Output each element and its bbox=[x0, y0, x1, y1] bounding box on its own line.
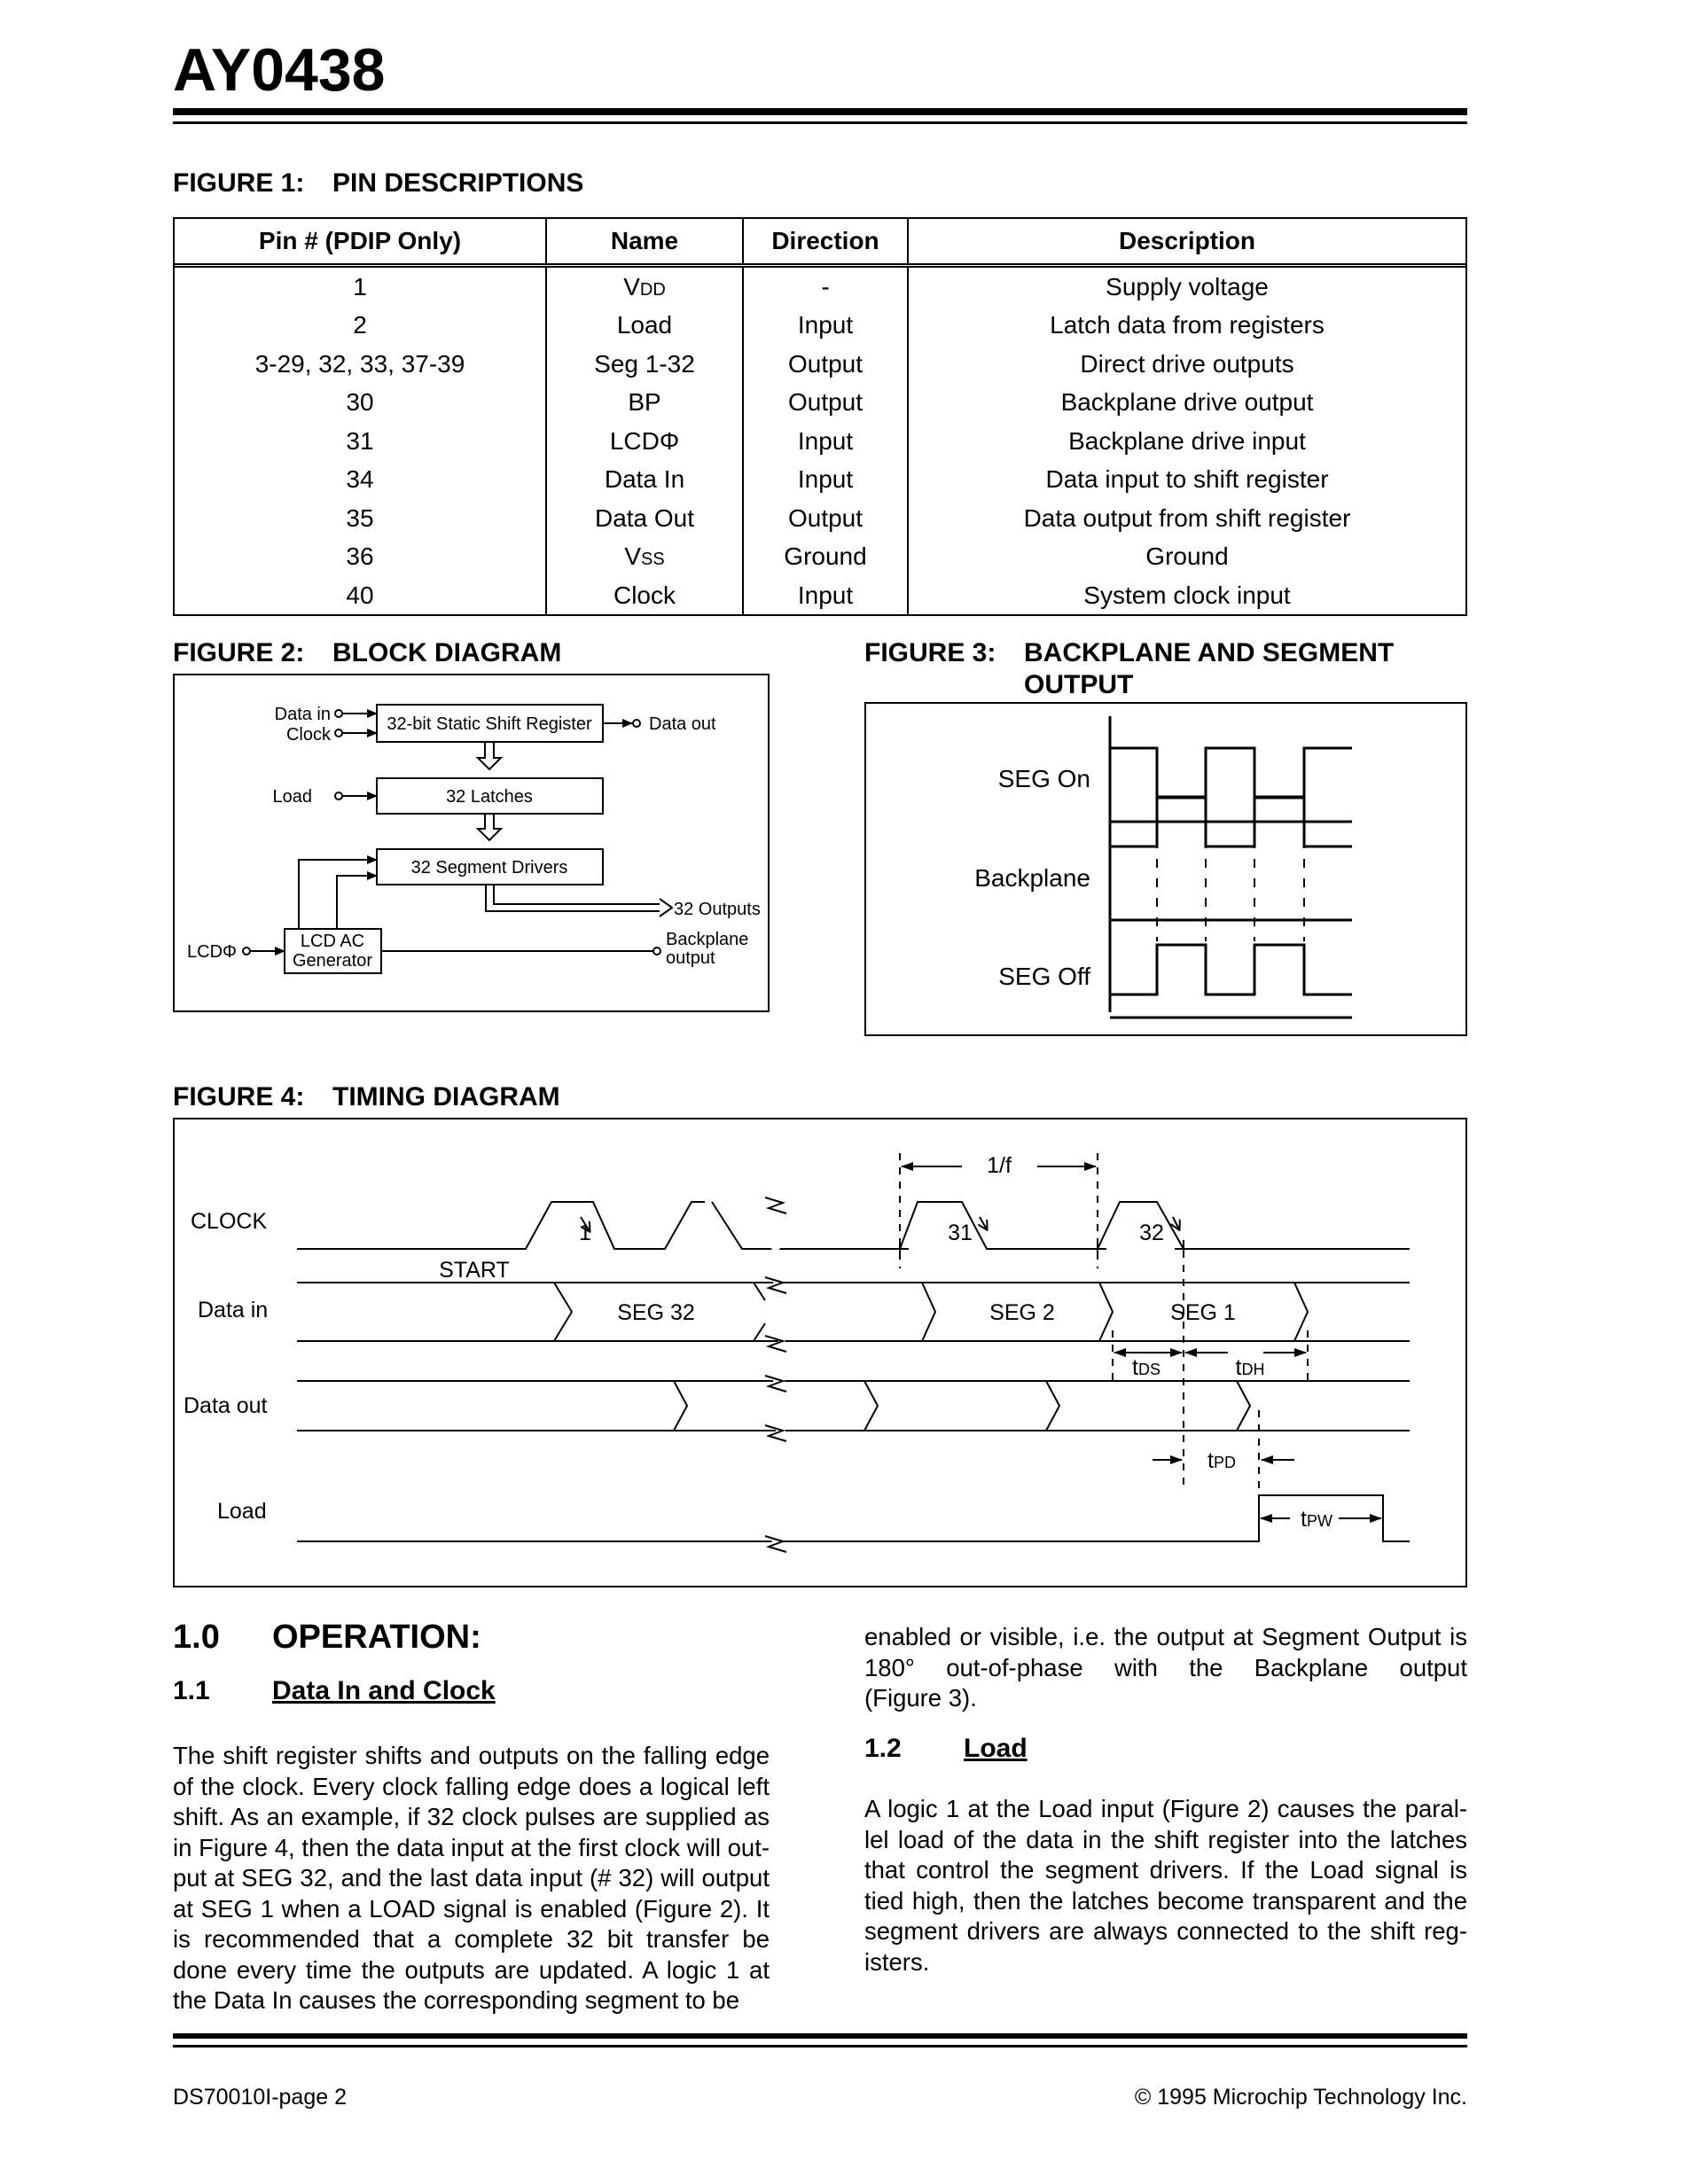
label-ac-gen-1: LCD AC bbox=[300, 932, 365, 951]
paragraph-load bbox=[864, 1794, 1467, 1977]
col-header-description: Description bbox=[908, 219, 1465, 266]
paragraph-continued bbox=[864, 1622, 1467, 1714]
cell-pin: 31 bbox=[346, 426, 374, 455]
cell-direction: - bbox=[743, 266, 908, 307]
table-row bbox=[175, 461, 1465, 500]
label-backplane: Backplane bbox=[974, 864, 1090, 892]
cell-name-main: LCDΦ bbox=[609, 426, 680, 455]
backplane-waveforms bbox=[864, 702, 1467, 1036]
label-clk-32: 32 bbox=[1139, 1221, 1164, 1245]
figure2-title-text: BLOCK DIAGRAM bbox=[332, 638, 562, 667]
label-clock: Clock bbox=[285, 725, 331, 745]
text-line: A logic 1 at the Load input (Figure 2) causes the paral- bbox=[864, 1795, 1467, 1822]
figure1-title bbox=[173, 168, 583, 199]
footer-rule-thin bbox=[173, 2045, 1467, 2048]
label-tdh: tDH bbox=[1235, 1355, 1265, 1380]
col-header-name: Name bbox=[546, 219, 743, 266]
cell-name bbox=[546, 345, 743, 384]
header-rule-thin bbox=[173, 121, 1467, 124]
figure3-title-line1: BACKPLANE AND SEGMENT bbox=[1024, 638, 1395, 667]
text-line: that control the segment drivers. If the Load signal is bbox=[864, 1856, 1467, 1884]
text-line: (Figure 3). bbox=[864, 1684, 977, 1712]
cell-name bbox=[546, 576, 743, 615]
cell-description: Data input to shift register bbox=[908, 461, 1465, 500]
subsection-1-2-heading bbox=[864, 1734, 1028, 1764]
label-lcd-phi: LCDΦ bbox=[187, 942, 237, 962]
cell-name bbox=[546, 266, 743, 307]
cell-name-main: Seg 1-32 bbox=[594, 349, 695, 378]
cell-name bbox=[546, 422, 743, 461]
cell-direction: Input bbox=[743, 307, 908, 346]
cell-pin: 34 bbox=[346, 465, 374, 494]
cell-direction: Output bbox=[743, 499, 908, 538]
label-seg-off: SEG Off bbox=[998, 963, 1090, 990]
table-row bbox=[175, 422, 1465, 461]
col-header-pin: Pin # (PDIP Only) bbox=[175, 219, 546, 266]
label-seg-on: SEG On bbox=[997, 765, 1090, 792]
cell-name-main: V bbox=[624, 542, 641, 571]
cell-name bbox=[546, 538, 743, 577]
timing-diagram bbox=[173, 1118, 1467, 1587]
table-row bbox=[175, 576, 1465, 615]
footer-rule-thick bbox=[173, 2033, 1467, 2039]
label-shift-register: 32-bit Static Shift Register bbox=[387, 714, 592, 734]
cell-direction: Ground bbox=[743, 538, 908, 577]
cell-name bbox=[546, 499, 743, 538]
footer-copyright: © 1995 Microchip Technology Inc. bbox=[1134, 2085, 1467, 2110]
signal-data-in: Data in bbox=[198, 1298, 269, 1322]
label-drivers: 32 Segment Drivers bbox=[410, 858, 568, 878]
cell-name-sub: DD bbox=[639, 279, 666, 300]
figure3-title bbox=[864, 638, 1394, 668]
cell-pin: 2 bbox=[353, 311, 367, 339]
header-rule-thick bbox=[173, 108, 1467, 115]
figure4-number: FIGURE 4: bbox=[173, 1082, 305, 1112]
label-data-out: Data out bbox=[649, 714, 716, 734]
table-row bbox=[175, 499, 1465, 538]
block-diagram bbox=[173, 674, 770, 1012]
figure3-number: FIGURE 3: bbox=[864, 638, 996, 667]
text-line: in Figure 4, then the data input at the first clock will out- bbox=[173, 1833, 770, 1861]
cell-name-main: Clock bbox=[613, 581, 676, 609]
cell-name bbox=[546, 384, 743, 423]
figure4-title-text: TIMING DIAGRAM bbox=[332, 1082, 560, 1112]
pin-table-body bbox=[175, 266, 1465, 615]
label-clk-1: 1 bbox=[579, 1221, 591, 1245]
cell-name-main: Data Out bbox=[594, 503, 695, 532]
subsection-1-1-title: Data In and Clock bbox=[272, 1676, 496, 1705]
text-line: of the clock. Every clock falling edge does a logical left bbox=[173, 1772, 770, 1800]
table-header-row bbox=[175, 219, 1465, 266]
subsection-1-1-number: 1.1 bbox=[173, 1676, 210, 1705]
section-number: 1.0 bbox=[173, 1618, 220, 1656]
cell-pin: 35 bbox=[346, 503, 374, 532]
label-seg-32: SEG 32 bbox=[617, 1300, 695, 1325]
label-start: START bbox=[439, 1258, 510, 1283]
text-line: at SEG 1 when a LOAD signal is enabled (Figure 2). It bbox=[173, 1894, 770, 1923]
text-line: The shift register shifts and outputs on the falling edge bbox=[173, 1742, 770, 1769]
cell-name-main: Data In bbox=[604, 465, 685, 494]
cell-description: System clock input bbox=[908, 576, 1465, 615]
text-line: is recommended that a complete 32 bit transfer be bbox=[173, 1925, 770, 1953]
figure1-title-text: PIN DESCRIPTIONS bbox=[332, 168, 584, 198]
cell-description: Supply voltage bbox=[908, 266, 1465, 307]
table-row bbox=[175, 307, 1465, 346]
cell-name bbox=[546, 461, 743, 500]
label-outputs: 32 Outputs bbox=[674, 900, 761, 919]
cell-direction: Input bbox=[743, 461, 908, 500]
col-header-direction: Direction bbox=[743, 219, 908, 266]
text-line: shift. As an example, if 32 clock pulses are supplied as bbox=[173, 1803, 770, 1830]
cell-name-main: V bbox=[623, 272, 640, 300]
signal-load: Load bbox=[217, 1499, 267, 1524]
cell-pin: 40 bbox=[346, 581, 374, 609]
section-title: OPERATION: bbox=[272, 1618, 481, 1656]
text-line: enabled or visible, i.e. the output at Segment Output is bbox=[864, 1623, 1467, 1650]
cell-pin: 36 bbox=[346, 542, 374, 571]
figure4-title bbox=[173, 1082, 560, 1112]
cell-direction: Output bbox=[743, 384, 908, 423]
chip-title: AY0438 bbox=[173, 36, 386, 104]
label-period: 1/f bbox=[987, 1153, 1012, 1178]
cell-description: Ground bbox=[908, 538, 1465, 577]
text-line: the Data In causes the corresponding segment to be bbox=[173, 1986, 740, 2014]
table-row bbox=[175, 345, 1465, 384]
block-diagram-frame bbox=[173, 674, 770, 1012]
text-line: 180° out-of-phase with the Backplane output bbox=[864, 1653, 1467, 1681]
cell-name-main: BP bbox=[628, 388, 661, 417]
signal-clock: CLOCK bbox=[191, 1209, 268, 1234]
cell-description: Backplane drive input bbox=[908, 422, 1465, 461]
figure2-number: FIGURE 2: bbox=[173, 638, 305, 667]
label-backplane-1: Backplane bbox=[666, 930, 749, 949]
table-row bbox=[175, 384, 1465, 423]
subsection-1-1-heading bbox=[173, 1676, 496, 1706]
cell-name bbox=[546, 307, 743, 346]
timing-frame bbox=[173, 1118, 1467, 1587]
text-line: isters. bbox=[864, 1947, 930, 1976]
cell-description: Latch data from registers bbox=[908, 307, 1465, 346]
label-seg-2: SEG 2 bbox=[989, 1300, 1055, 1325]
cell-pin: 30 bbox=[346, 388, 374, 417]
waveform-frame bbox=[864, 702, 1467, 1036]
table-row bbox=[175, 266, 1465, 307]
label-load: Load bbox=[272, 787, 312, 807]
text-line: put at SEG 32, and the last data input (# 32) will output bbox=[173, 1864, 770, 1892]
section-heading bbox=[173, 1618, 481, 1657]
text-line: done every time the outputs are updated. A logic 1 at bbox=[173, 1955, 770, 1984]
label-tpw: tPW bbox=[1301, 1507, 1332, 1532]
footer-page-ref: DS70010I-page 2 bbox=[173, 2085, 347, 2110]
cell-description: Backplane drive output bbox=[908, 384, 1465, 423]
label-clk-31: 31 bbox=[948, 1221, 973, 1245]
text-line: tied high, then the latches become transparent and the bbox=[864, 1886, 1467, 1915]
label-seg-1: SEG 1 bbox=[1170, 1300, 1236, 1325]
label-tpd: tPD bbox=[1207, 1448, 1236, 1473]
signal-data-out: Data out bbox=[184, 1393, 268, 1418]
label-tds: tDS bbox=[1132, 1355, 1160, 1380]
text-line: lel load of the data in the shift register into the latches bbox=[864, 1825, 1467, 1853]
cell-description: Direct drive outputs bbox=[908, 345, 1465, 384]
table-row bbox=[175, 538, 1465, 577]
cell-description: Data output from shift register bbox=[908, 499, 1465, 538]
paragraph-data-in-clock bbox=[173, 1741, 770, 2016]
cell-direction: Input bbox=[743, 576, 908, 615]
figure1-number: FIGURE 1: bbox=[173, 168, 305, 198]
cell-name-main: Load bbox=[616, 311, 673, 339]
figure3-title-line2: OUTPUT bbox=[1024, 670, 1134, 699]
cell-name-sub: SS bbox=[641, 550, 665, 570]
pin-table bbox=[173, 217, 1467, 616]
figure2-title bbox=[173, 638, 561, 668]
cell-pin: 3-29, 32, 33, 37-39 bbox=[254, 349, 465, 378]
label-ac-gen-2: Generator bbox=[292, 951, 373, 971]
label-latches: 32 Latches bbox=[446, 787, 533, 807]
subsection-1-2-title: Load bbox=[964, 1734, 1028, 1763]
cell-direction: Output bbox=[743, 345, 908, 384]
subsection-1-2-number: 1.2 bbox=[864, 1734, 902, 1763]
cell-pin: 1 bbox=[353, 272, 367, 300]
label-backplane-2: output bbox=[666, 948, 715, 968]
text-line: segment drivers are always connected to the shift reg- bbox=[864, 1917, 1467, 1945]
cell-direction: Input bbox=[743, 422, 908, 461]
label-data-in: Data in bbox=[274, 705, 331, 724]
